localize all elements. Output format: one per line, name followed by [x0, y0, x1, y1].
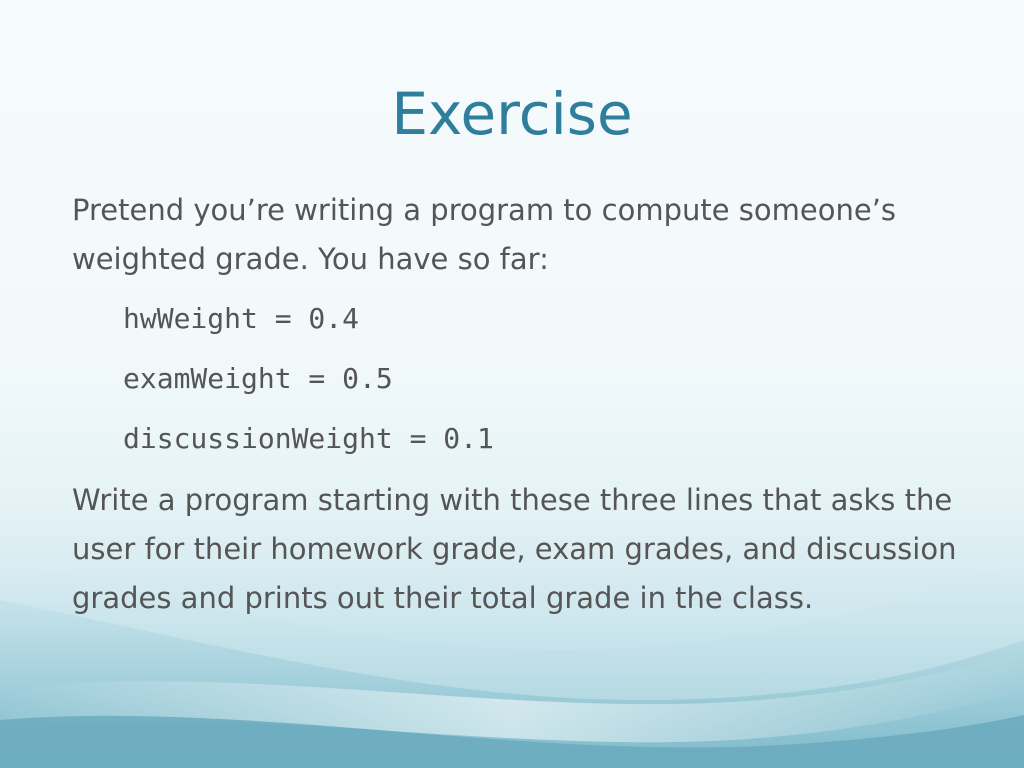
code-line-exam-weight: examWeight = 0.5	[123, 362, 393, 395]
code-line-discussion-weight: discussionWeight = 0.1	[123, 422, 494, 455]
intro-paragraph: Pretend you’re writing a program to compute someone’s weighted grade. You have so far:	[72, 193, 897, 276]
task-paragraph: Write a program starting with these three lines that asks the user for their homework grade, exam grades, and discussion grades and prints out their total grade in the class.	[72, 483, 957, 615]
slide-title: Exercise	[391, 80, 633, 148]
code-line-hw-weight: hwWeight = 0.4	[123, 302, 360, 335]
